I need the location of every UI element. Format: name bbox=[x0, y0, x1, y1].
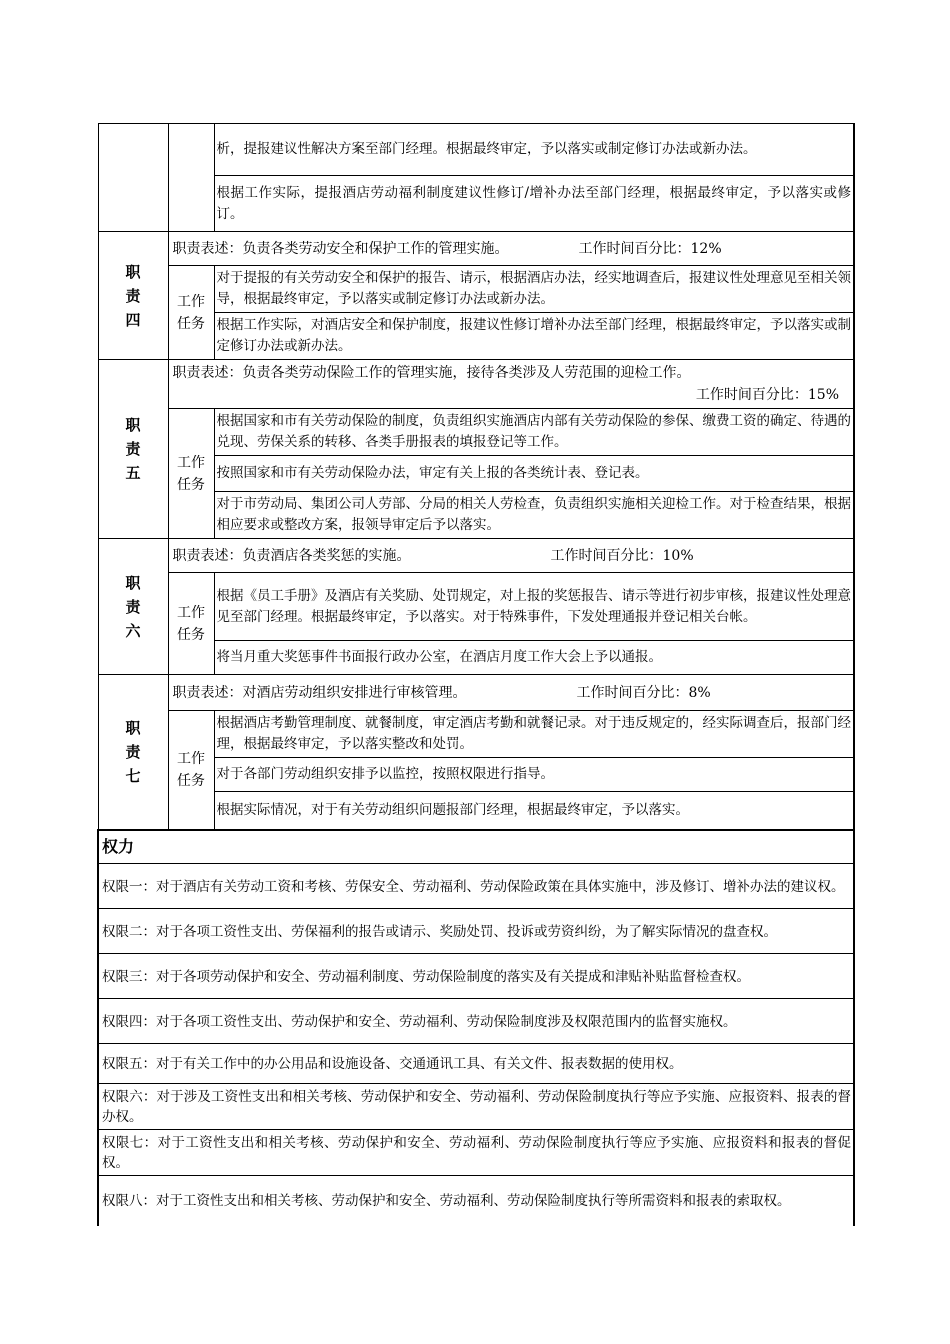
power-item: 权限五：对于有关工作中的办公用品和设施设备、交通通讯工具、有关文件、报表数据的使用权。 bbox=[98, 1044, 854, 1084]
task-text: 析，提报建议性解决方案至部门经理。根据最终审定，予以落实或制定修订办法或新办法。 bbox=[214, 124, 854, 176]
duty-description-text: 职责表述：负责各类劳动保险工作的管理实施，接待各类涉及人劳范围的迎检工作。 bbox=[172, 365, 691, 381]
duty-7-description bbox=[168, 675, 854, 711]
power-item: 权限二：对于各项工资性支出、劳保福利的报告或请示、奖励处罚、投诉或劳资纠纷，为了解实际情况的盘查权。 bbox=[98, 909, 854, 954]
task-text: 根据工作实际，提报酒店劳动福利制度建议性修订/增补办法至部门经理，根据最终审定，予以落实或修订。 bbox=[214, 176, 854, 232]
powers-heading: 权力 bbox=[98, 830, 854, 864]
power-item: 权限八：对于工资性支出和相关考核、劳动保护和安全、劳动福利、劳动保险制度执行等所需资料和报表的索取权。 bbox=[98, 1176, 854, 1226]
task-label-empty bbox=[168, 124, 214, 232]
task-label: 工作任务 bbox=[168, 711, 214, 830]
job-description-document bbox=[97, 123, 853, 1226]
power-item: 权限七：对于工资性支出和相关考核、劳动保护和安全、劳动福利、劳动保险制度执行等应予实施、应报资料和报表的督促权。 bbox=[98, 1130, 854, 1176]
work-time-percentage: 工作时间百分比：8% bbox=[576, 684, 711, 701]
task-text: 将当月重大奖惩事件书面报行政办公室，在酒店月度工作大会上予以通报。 bbox=[214, 641, 854, 675]
duty-label-6: 职责六 bbox=[98, 539, 168, 675]
task-label: 工作任务 bbox=[168, 573, 214, 675]
work-time-percentage: 工作时间百分比：10% bbox=[550, 547, 694, 564]
task-text: 根据酒店考勤管理制度、就餐制度，审定酒店考勤和就餐记录。对于违反规定的，经实际调查后，报部门经理，根据最终审定，予以落实整改和处罚。 bbox=[214, 711, 854, 758]
power-item: 权限六：对于涉及工资性支出和相关考核、劳动保护和安全、劳动福利、劳动保险制度执行等应予实施、应报资料、报表的督办权。 bbox=[98, 1084, 854, 1130]
task-text: 根据国家和市有关劳动保险的制度，负责组织实施酒店内部有关劳动保险的参保、缴费工资的确定、待遇的兑现、劳保关系的转移、各类手册报表的填报登记等工作。 bbox=[214, 409, 854, 456]
duties-table bbox=[97, 123, 855, 1226]
task-text: 对于提报的有关劳动安全和保护的报告、请示，根据酒店办法，经实地调查后，报建议性处理意见至相关领导，根据最终审定，予以落实或制定修订办法或新办法。 bbox=[214, 266, 854, 313]
task-text: 根据《员工手册》及酒店有关奖励、处罚规定，对上报的奖惩报告、请示等进行初步审核，报建议性处理意见至部门经理。根据最终审定，予以落实。对于特殊事件，下发处理通报并登记相关台帐。 bbox=[214, 573, 854, 641]
duty-description-text: 职责表述：对酒店劳动组织安排进行审核管理。 bbox=[172, 684, 467, 701]
duty-6-description bbox=[168, 539, 854, 573]
duty-4-description bbox=[168, 232, 854, 266]
power-item: 权限四：对于各项工资性支出、劳动保护和安全、劳动福利、劳动保险制度涉及权限范围内的监督实施权。 bbox=[98, 999, 854, 1044]
duty-label-5: 职责五 bbox=[98, 360, 168, 539]
power-item: 权限一：对于酒店有关劳动工资和考核、劳保安全、劳动福利、劳动保险政策在具体实施中，涉及修订、增补办法的建议权。 bbox=[98, 864, 854, 909]
task-text: 按照国家和市有关劳动保险办法，审定有关上报的各类统计表、登记表。 bbox=[214, 456, 854, 492]
task-label: 工作任务 bbox=[168, 266, 214, 360]
work-time-percentage: 工作时间百分比：12% bbox=[578, 240, 722, 257]
task-label: 工作任务 bbox=[168, 409, 214, 539]
duty-label-empty bbox=[98, 124, 168, 232]
duty-description-text: 职责表述：负责酒店各类奖惩的实施。 bbox=[172, 547, 411, 564]
duty-5-description bbox=[168, 360, 854, 409]
task-text: 根据工作实际，对酒店安全和保护制度，报建议性修订增补办法至部门经理，根据最终审定，予以落实或制定修订办法或新办法。 bbox=[214, 313, 854, 360]
task-text: 对于市劳动局、集团公司人劳部、分局的相关人劳检查，负责组织实施相关迎检工作。对于检查结果，根据相应要求或整改方案，报领导审定后予以落实。 bbox=[214, 492, 854, 539]
duty-label-4: 职责四 bbox=[98, 232, 168, 360]
power-item: 权限三：对于各项劳动保护和安全、劳动福利制度、劳动保险制度的落实及有关提成和津贴补贴监督检查权。 bbox=[98, 954, 854, 999]
task-text: 根据实际情况，对于有关劳动组织问题报部门经理，根据最终审定，予以落实。 bbox=[214, 792, 854, 830]
work-time-percentage: 工作时间百分比：15% bbox=[695, 387, 839, 403]
duty-description-text: 职责表述：负责各类劳动安全和保护工作的管理实施。 bbox=[172, 240, 509, 257]
duty-label-7: 职责七 bbox=[98, 675, 168, 830]
task-text: 对于各部门劳动组织安排予以监控，按照权限进行指导。 bbox=[214, 758, 854, 792]
